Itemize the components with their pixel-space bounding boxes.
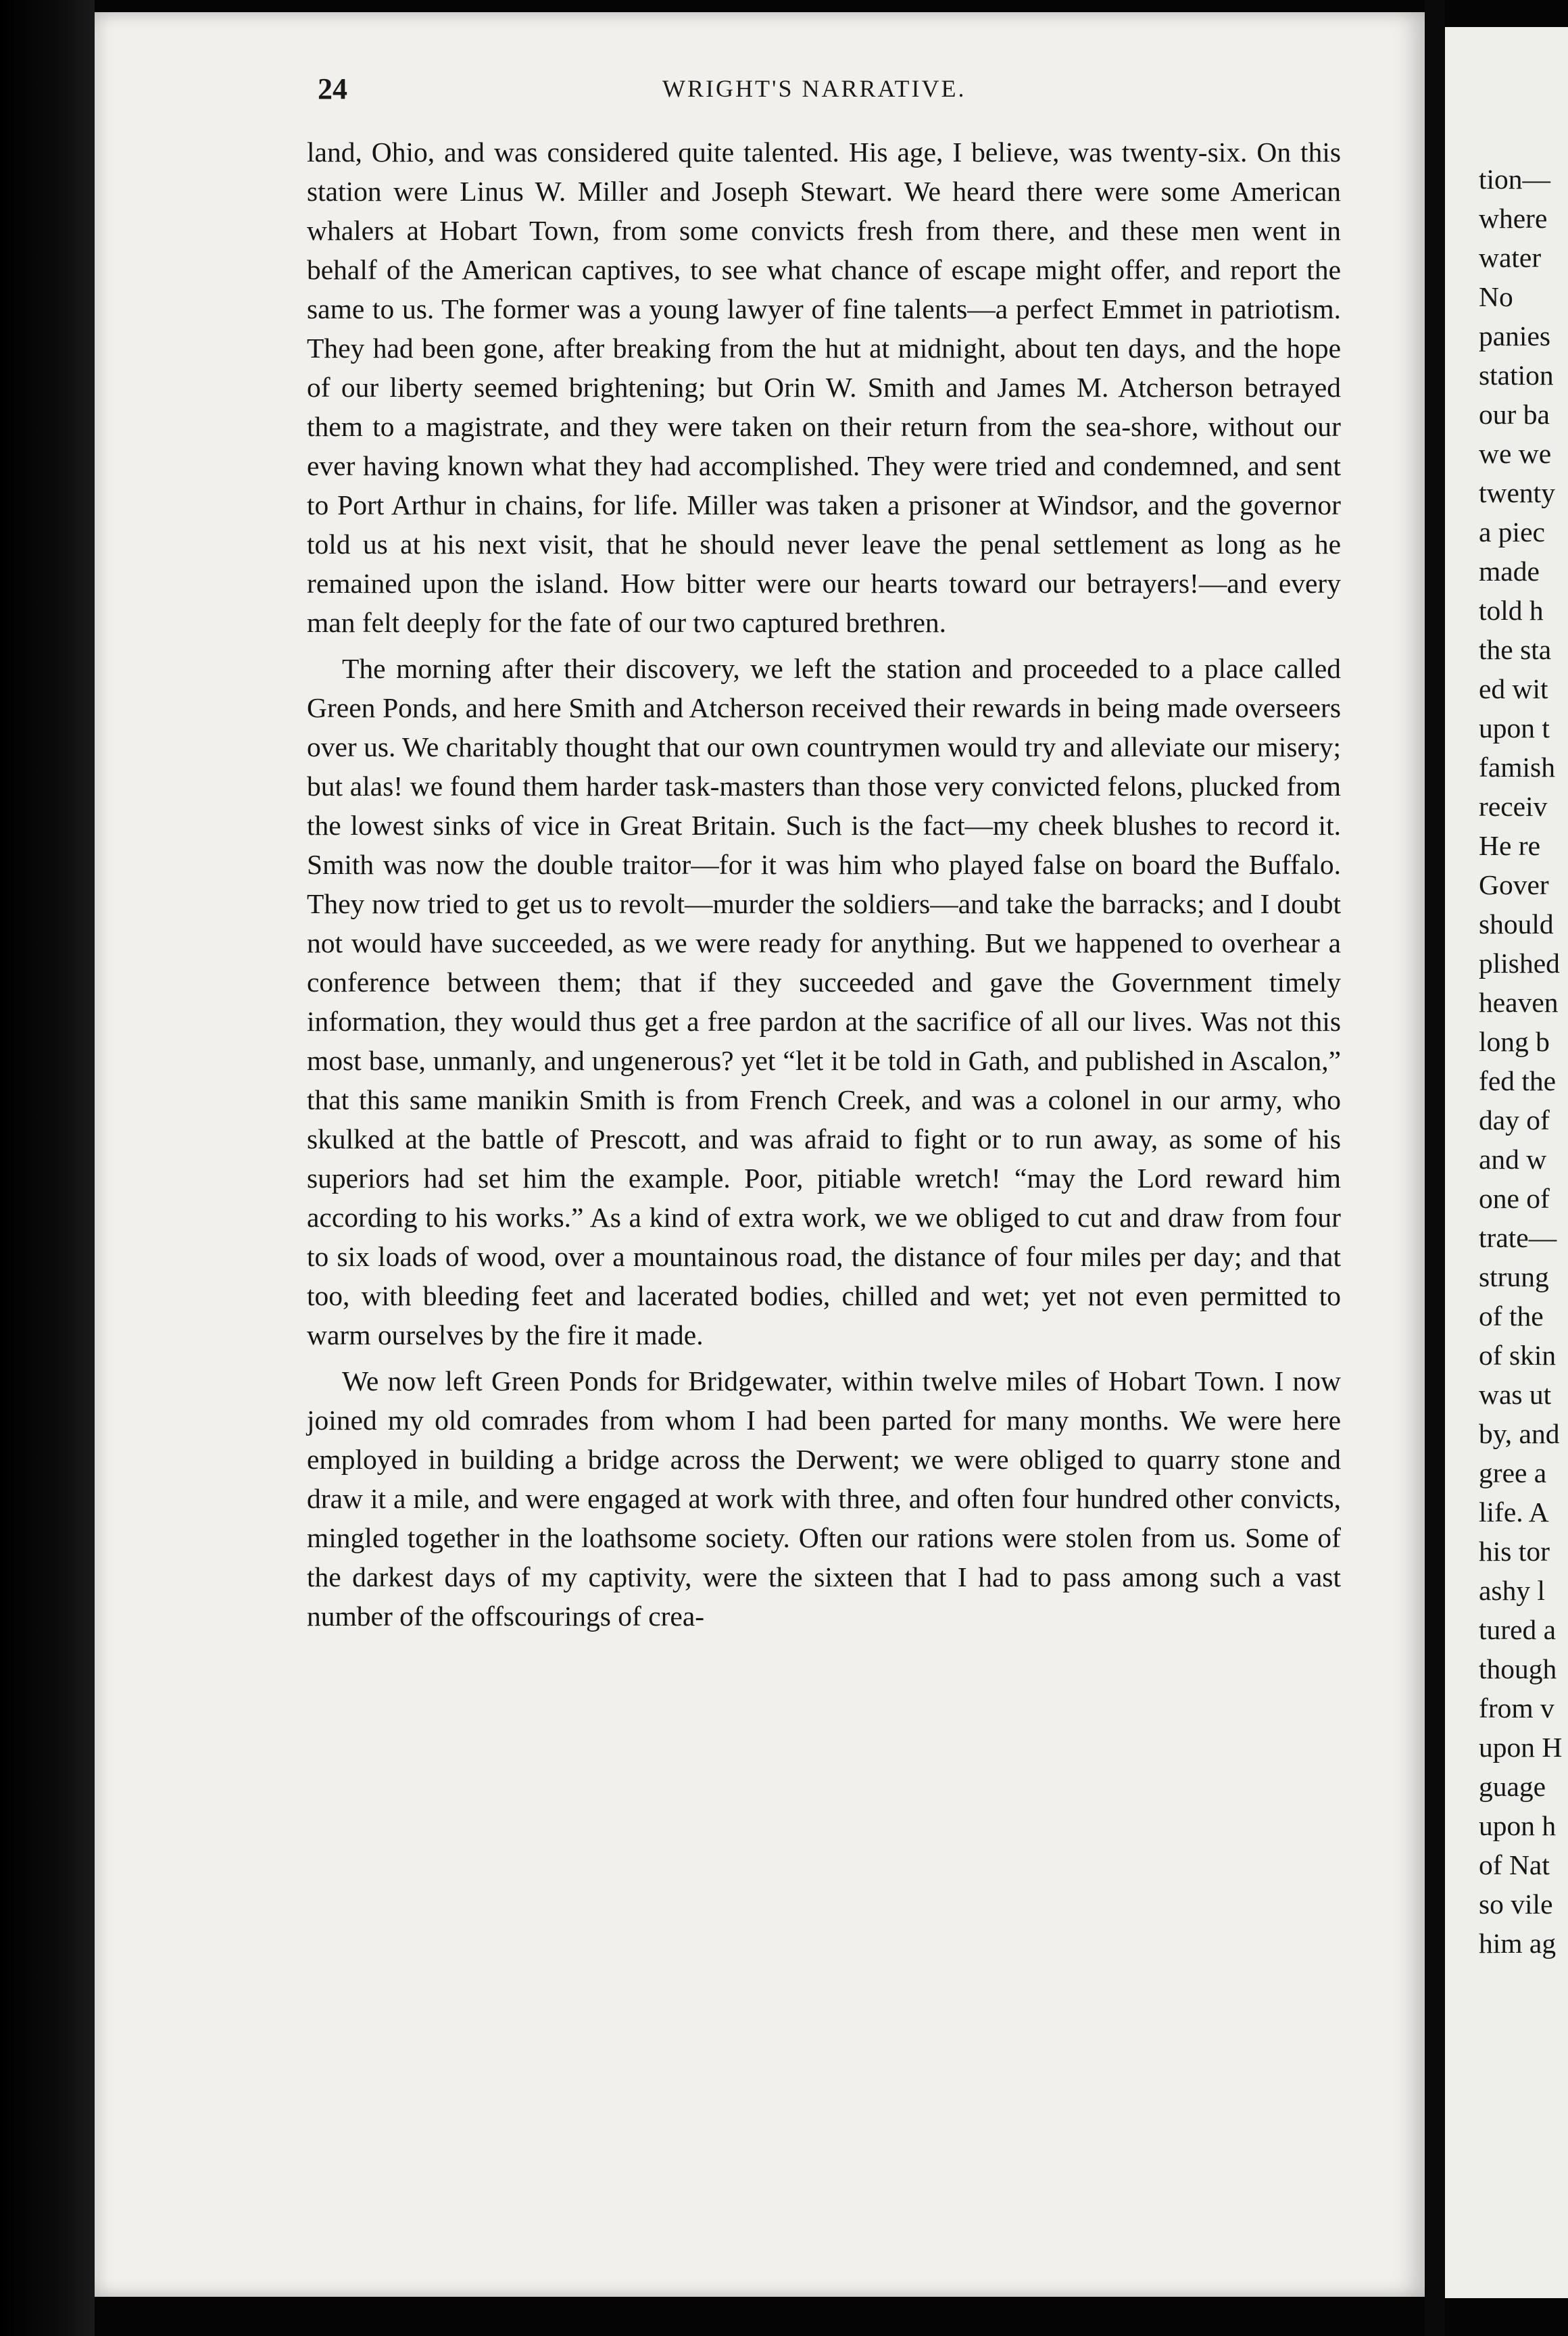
facing-page-line: should bbox=[1479, 908, 1554, 940]
facing-page-line: a piec bbox=[1479, 516, 1545, 548]
facing-page-line: fed the bbox=[1479, 1065, 1557, 1096]
facing-page-line: No bbox=[1479, 281, 1513, 312]
facing-page-line: our ba bbox=[1479, 399, 1550, 430]
facing-page-line: station bbox=[1479, 360, 1554, 391]
facing-page-line: where bbox=[1479, 203, 1548, 234]
facing-page-line: life. A bbox=[1479, 1496, 1549, 1528]
facing-page-line: from v bbox=[1479, 1693, 1554, 1724]
facing-page-line: him ag bbox=[1479, 1928, 1557, 1959]
facing-page-line: so vile bbox=[1479, 1889, 1553, 1920]
facing-page-line: told h bbox=[1479, 595, 1544, 626]
paragraph-2: The morning after their discovery, we left the station and proceeded to a place called Green Ponds, and here Smith and Atcherson received their rewards in being made overseers over us. We charitably thought that our own countrymen would try and alleviate our misery; but alas! we found them harder task-masters than those very convicted felons, plucked from the lowest sinks of vice in Great Britain. Such is the fact—my cheek blushes to record it. Smith was now the double traitor—for it was him who played false on board the Buffalo. They now tried to get us to revolt—murder the soldiers—and take the barracks; and I doubt not would have succeeded, as we were ready for anything. But we happened to overhear a conference between them; that if they succeeded and gave the Government timely information, they would thus get a free pardon at the sacrifice of all our lives. Was not this most base, unmanly, and ungenerous? yet “let it be told in Gath, and published in Ascalon,” that this same manikin Smith is from French Creek, and was a colonel in our army, who skulked at the battle of Prescott, and was afraid to fight or to run away, as some of his superiors had set him the example. Poor, pitiable wretch! “may the Lord reward him according to his works.” As a kind of extra work, we we obliged to cut and draw from four to six loads of wood, over a mountainous road, the distance of four miles per day; and that too, with bleeding feet and lacerated bodies, chilled and wet; yet not even permitted to warm ourselves by the fire it made. bbox=[307, 653, 1341, 1350]
facing-page-line: and w bbox=[1479, 1144, 1547, 1175]
facing-page-line: tion— bbox=[1479, 164, 1551, 195]
facing-page-line: He re bbox=[1479, 830, 1541, 861]
facing-page-line: though bbox=[1479, 1653, 1557, 1684]
facing-page-line: his tor bbox=[1479, 1536, 1550, 1567]
facing-page-line: day of bbox=[1479, 1104, 1550, 1136]
facing-page-line: famish bbox=[1479, 752, 1555, 783]
facing-page-line: tured a bbox=[1479, 1614, 1557, 1645]
facing-page-line: long b bbox=[1479, 1026, 1550, 1057]
facing-page-line: twenty bbox=[1479, 477, 1555, 508]
running-title: WRIGHT'S NARRATIVE. bbox=[662, 75, 966, 102]
facing-page-line: receiv bbox=[1479, 791, 1548, 822]
facing-page-fragment bbox=[1445, 27, 1568, 2298]
book-binding-edge bbox=[0, 0, 95, 2336]
facing-page-line: of skin bbox=[1479, 1340, 1557, 1371]
facing-page-line: guage bbox=[1479, 1771, 1546, 1802]
facing-page-line: panies bbox=[1479, 320, 1551, 351]
facing-page-line: by, and bbox=[1479, 1418, 1560, 1449]
facing-page-line: of the bbox=[1479, 1300, 1544, 1332]
facing-page-line: water bbox=[1479, 242, 1542, 273]
facing-page-line: strung bbox=[1479, 1261, 1549, 1292]
facing-page-line: ed wit bbox=[1479, 673, 1548, 704]
facing-page-line: one of bbox=[1479, 1183, 1550, 1214]
facing-page-line: Gover bbox=[1479, 869, 1549, 900]
page-gutter bbox=[1425, 0, 1445, 2336]
facing-page-line: trate— bbox=[1479, 1222, 1557, 1253]
paragraph-1: land, Ohio, and was considered quite talented. His age, I believe, was twenty-six. On this station were Linus W. Miller and Joseph Stewart. We heard there were some American whalers at Hobart Town, from some convicts fresh from there, and these men went in behalf of the American captives, to see what chance of escape might offer, and report the same to us. The former was a young lawyer of fine talents—a perfect Emmet in patriotism. They had been gone, after breaking from the hut at midnight, about ten days, and the hope of our liberty seemed brightening; but Orin W. Smith and James M. Atcherson betrayed them to a magistrate, and they were taken on their return from the sea-shore, without our ever having known what they had accomplished. They were tried and condemned, and sent to Port Arthur in chains, for life. Miller was taken a prisoner at Windsor, and the governor told us at his next visit, that he should never leave the penal settlement as long as he remained upon the island. How bitter were our hearts toward our betrayers!—and every man felt deeply for the fate of our two captured brethren. bbox=[307, 137, 1341, 638]
facing-page-line: made bbox=[1479, 556, 1540, 587]
facing-page-line: of Nat bbox=[1479, 1849, 1550, 1880]
facing-page-line: heaven bbox=[1479, 987, 1559, 1018]
facing-page-lines bbox=[1479, 160, 1568, 1963]
paragraph-3: We now left Green Ponds for Bridgewater, within twelve miles of Hobart Town. I now joined my old comrades from whom I had been parted for many months. We were here employed in building a bridge across the Derwent; we were obliged to quarry stone and draw it a mile, and were engaged at work with three, and often four hundred other convicts, mingled together in the loathsome society. Often our rations were stolen from us. Some of the darkest days of my captivity, were the sixteen that I had to pass among such a vast number of the offscourings of crea- bbox=[307, 1365, 1341, 1632]
facing-page-line: we we bbox=[1479, 438, 1552, 469]
facing-page-line: was ut bbox=[1479, 1379, 1552, 1410]
facing-page-line: the sta bbox=[1479, 634, 1552, 665]
facing-page-line: gree a bbox=[1479, 1457, 1547, 1488]
facing-page-line: plished bbox=[1479, 948, 1560, 979]
facing-page-line: upon h bbox=[1479, 1810, 1557, 1841]
facing-page-line: upon H bbox=[1479, 1732, 1563, 1763]
page-body bbox=[307, 132, 1341, 1642]
page-number: 24 bbox=[318, 72, 347, 105]
facing-page-line: ashy l bbox=[1479, 1575, 1545, 1606]
running-head bbox=[318, 72, 1331, 112]
facing-page-line: upon t bbox=[1479, 712, 1550, 744]
